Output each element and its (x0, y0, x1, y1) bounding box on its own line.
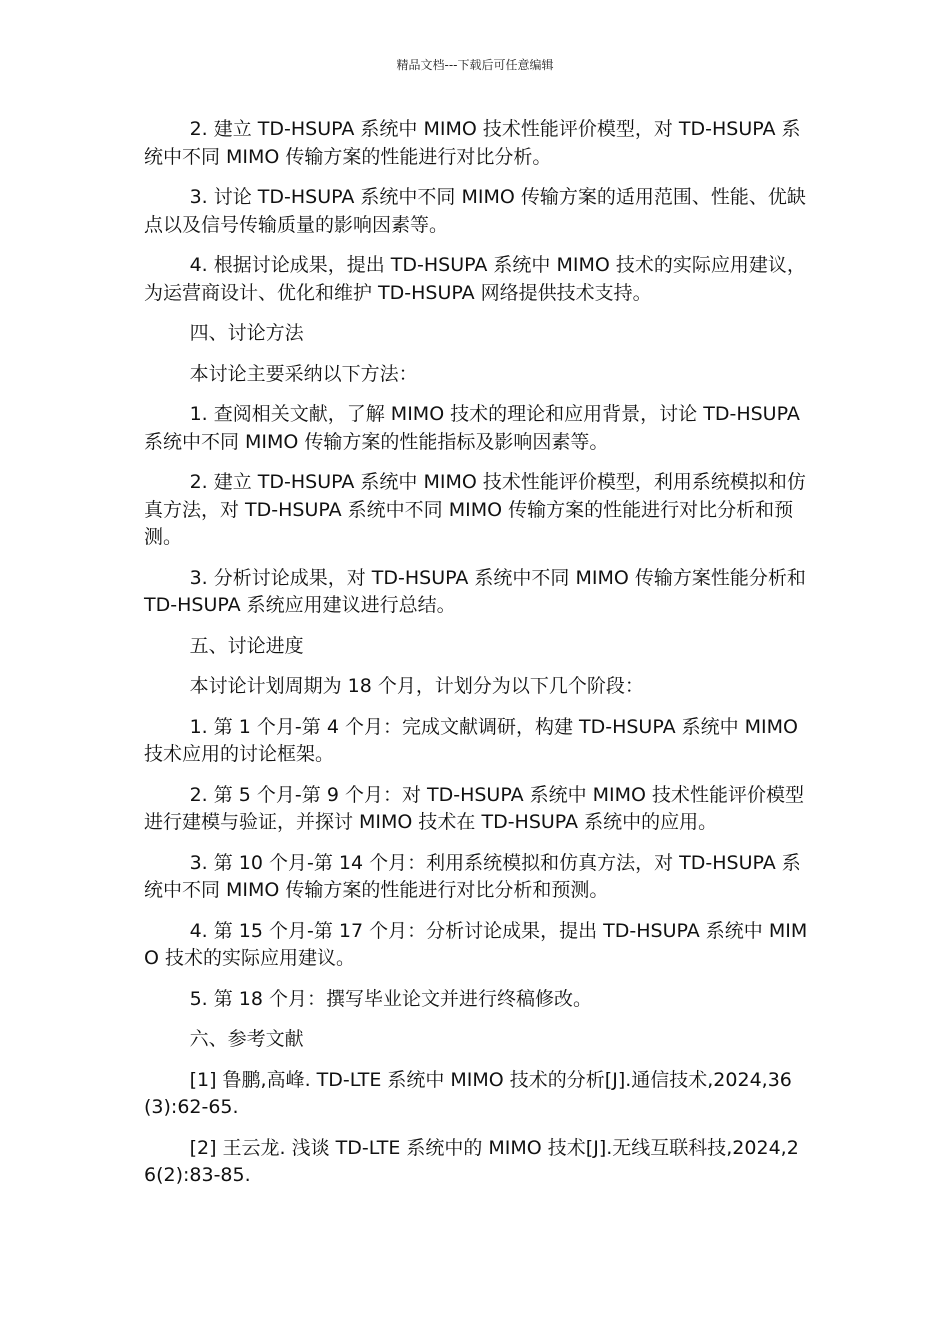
paragraph-objective-2: 2. 建立 TD-HSUPA 系统中 MIMO 技术性能评价模型，对 TD-HSUPA 系统中不同 MIMO 传输方案的性能进行对比分析。 (144, 118, 801, 168)
paragraph-objective-3: 3. 讨论 TD-HSUPA 系统中不同 MIMO 传输方案的适用范围、性能、优缺点以及信号传输质量的影响因素等。 (144, 186, 806, 236)
section-heading-methods: 四、讨论方法 (189, 322, 304, 344)
document-body (144, 116, 808, 1203)
paragraph-schedule-3: 3. 第 10 个月-第 14 个月：利用系统模拟和仿真方法，对 TD-HSUPA 系统中不同 MIMO 传输方案的性能进行对比分析和预测。 (144, 851, 801, 901)
paragraph-method-1: 1. 查阅相关文献，了解 MIMO 技术的理论和应用背景，讨论 TD-HSUPA 系统中不同 MIMO 传输方案的性能指标及影响因素等。 (144, 403, 800, 453)
paragraph-schedule-2: 2. 第 5 个月-第 9 个月：对 TD-HSUPA 系统中 MIMO 技术性能评价模型进行建模与验证，并探讨 MIMO 技术在 TD-HSUPA 系统中的应用。 (144, 783, 805, 833)
paragraph-method-3: 3. 分析讨论成果，对 TD-HSUPA 系统中不同 MIMO 传输方案性能分析和 TD-HSUPA 系统应用建议进行总结。 (144, 566, 806, 616)
section-heading-references: 六、参考文献 (189, 1028, 304, 1050)
page-header: 精品文档---下载后可任意编辑 (396, 58, 554, 72)
paragraph-methods-intro: 本讨论主要采纳以下方法： (189, 362, 418, 385)
paragraph-schedule-intro: 本讨论计划周期为 18 个月，计划分为以下几个阶段： (189, 675, 644, 697)
paragraph-schedule-1: 1. 第 1 个月-第 4 个月：完成文献调研，构建 TD-HSUPA 系统中 MIMO 技术应用的讨论框架。 (144, 715, 799, 765)
paragraph-objective-4: 4. 根据讨论成果，提出 TD-HSUPA 系统中 MIMO 技术的实际应用建议，为运营商设计、优化和维护 TD-HSUPA 网络提供技术支持。 (144, 254, 806, 304)
reference-item-1: [1] 鲁鹏,高峰. TD-LTE 系统中 MIMO 技术的分析[J].通信技术,2024,36(3):62-65. (144, 1068, 792, 1118)
section-heading-schedule: 五、讨论进度 (189, 634, 304, 657)
paragraph-schedule-5: 5. 第 18 个月：撰写毕业论文并进行终稿修改。 (189, 987, 593, 1010)
paragraph-method-2: 2. 建立 TD-HSUPA 系统中 MIMO 技术性能评价模型，利用系统模拟和仿真方法，对 TD-HSUPA 系统中不同 MIMO 传输方案的性能进行对比分析和预测。 (144, 471, 806, 548)
reference-item-2: [2] 王云龙. 浅谈 TD-LTE 系统中的 MIMO 技术[J].无线互联科技,2024,26(2):83-85. (144, 1136, 799, 1186)
paragraph-schedule-4: 4. 第 15 个月-第 17 个月：分析讨论成果，提出 TD-HSUPA 系统中 MIMO 技术的实际应用建议。 (144, 919, 808, 969)
